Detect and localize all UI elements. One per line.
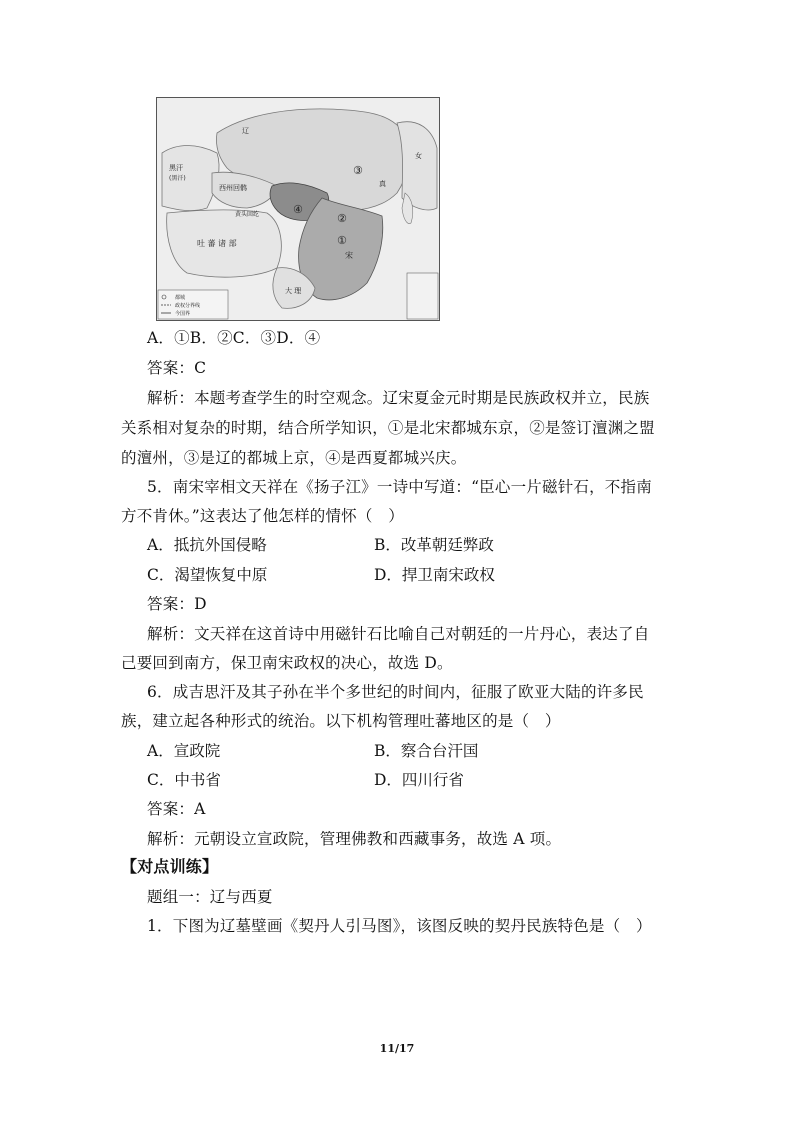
legend-border-label: 政权分界线 bbox=[175, 303, 201, 309]
q4-options: A．①B．②C．③D．④ bbox=[147, 329, 321, 347]
q5-stem-line1: 5．南宋宰相文天祥在《扬子江》一诗中写道：“臣心一片磁针石，不指南 bbox=[147, 478, 652, 496]
legend-current-label: 今国界 bbox=[175, 311, 191, 317]
map-marker-1: ① bbox=[337, 234, 347, 247]
map-label-dali: 大 理 bbox=[285, 287, 302, 295]
map-svg bbox=[157, 98, 439, 320]
q6-analysis: 解析：元朝设立宣政院，管理佛教和西藏事务，故选 A 项。 bbox=[147, 830, 562, 848]
q5-analysis-line2: 己要回到南方，保卫南宋政权的决心，故选 D。 bbox=[121, 654, 453, 672]
q4-analysis-line1: 解析：本题考查学生的时空观念。辽宋夏金元时期是民族政权并立，民族 bbox=[147, 389, 650, 407]
q6-answer: 答案：A bbox=[147, 800, 206, 818]
map-label-liao: 辽 bbox=[242, 127, 249, 135]
inset-box bbox=[407, 273, 438, 319]
map-label-heihan: 黑汗 bbox=[169, 164, 183, 172]
q5-analysis-line1: 解析：文天祥在这首诗中用磁针石比喻自己对朝廷的一片丹心，表达了自 bbox=[147, 625, 650, 643]
section-title: 【对点训练】 bbox=[121, 857, 219, 876]
q5-option-c: C．渴望恢复中原 bbox=[147, 566, 268, 584]
q4-analysis-line3: 的澶州，③是辽的都城上京，④是西夏都城兴庆。 bbox=[121, 449, 467, 467]
jurchen-region bbox=[397, 122, 437, 210]
q4-answer: 答案：C bbox=[147, 359, 207, 377]
group-title: 题组一：辽与西夏 bbox=[147, 888, 273, 906]
page-number: 11/17 bbox=[379, 1042, 415, 1055]
q6-stem-line2: 族，建立起各种形式的统治。以下机构管理吐蕃地区的是（ ） bbox=[121, 712, 561, 730]
q5-answer: 答案：D bbox=[147, 595, 207, 613]
q5-option-b: B．改革朝廷弊政 bbox=[374, 536, 494, 554]
q5-option-d: D．捍卫南宋政权 bbox=[374, 566, 495, 584]
q5-option-a: A．抵抗外国侵略 bbox=[147, 536, 267, 554]
q5-stem-line2: 方不肯休。”这表达了他怎样的情怀（ ） bbox=[121, 507, 404, 525]
q6-stem-line1: 6．成吉思汗及其子孙在半个多世纪的时间内，征服了欧亚大陆的许多民 bbox=[147, 683, 644, 701]
legend-capital-label: 都城 bbox=[175, 295, 186, 301]
map-marker-4: ④ bbox=[293, 203, 303, 216]
q6-option-b: B．察合台汗国 bbox=[374, 742, 479, 760]
map-label-tubo: 吐 蕃 诸 部 bbox=[197, 239, 237, 248]
map-label-zhen: 真 bbox=[379, 180, 386, 188]
map-marker-3: ③ bbox=[353, 164, 363, 177]
q4-analysis-line2: 关系相对复杂的时期，结合所学知识，①是北宋都城东京，②是签订澶渊之盟 bbox=[121, 419, 655, 437]
map-label-song: 宋 bbox=[345, 251, 353, 260]
map-label-xizhou: 西州回鹘 bbox=[219, 184, 247, 192]
q1-stem: 1．下图为辽墓壁画《契丹人引马图》，该图反映的契丹民族特色是（ ） bbox=[147, 917, 652, 935]
historical-map bbox=[156, 97, 440, 321]
q6-option-c: C．中书省 bbox=[147, 771, 221, 789]
q6-option-d: D．四川行省 bbox=[374, 771, 464, 789]
map-marker-2: ② bbox=[337, 212, 347, 225]
q6-option-a: A．宣政院 bbox=[147, 742, 221, 760]
map-label-nvzhen: 女 bbox=[415, 152, 422, 160]
map-label-heihan-sub: (黑汗) bbox=[169, 175, 186, 182]
map-label-huangtou: 黄头回纥 bbox=[235, 211, 260, 218]
